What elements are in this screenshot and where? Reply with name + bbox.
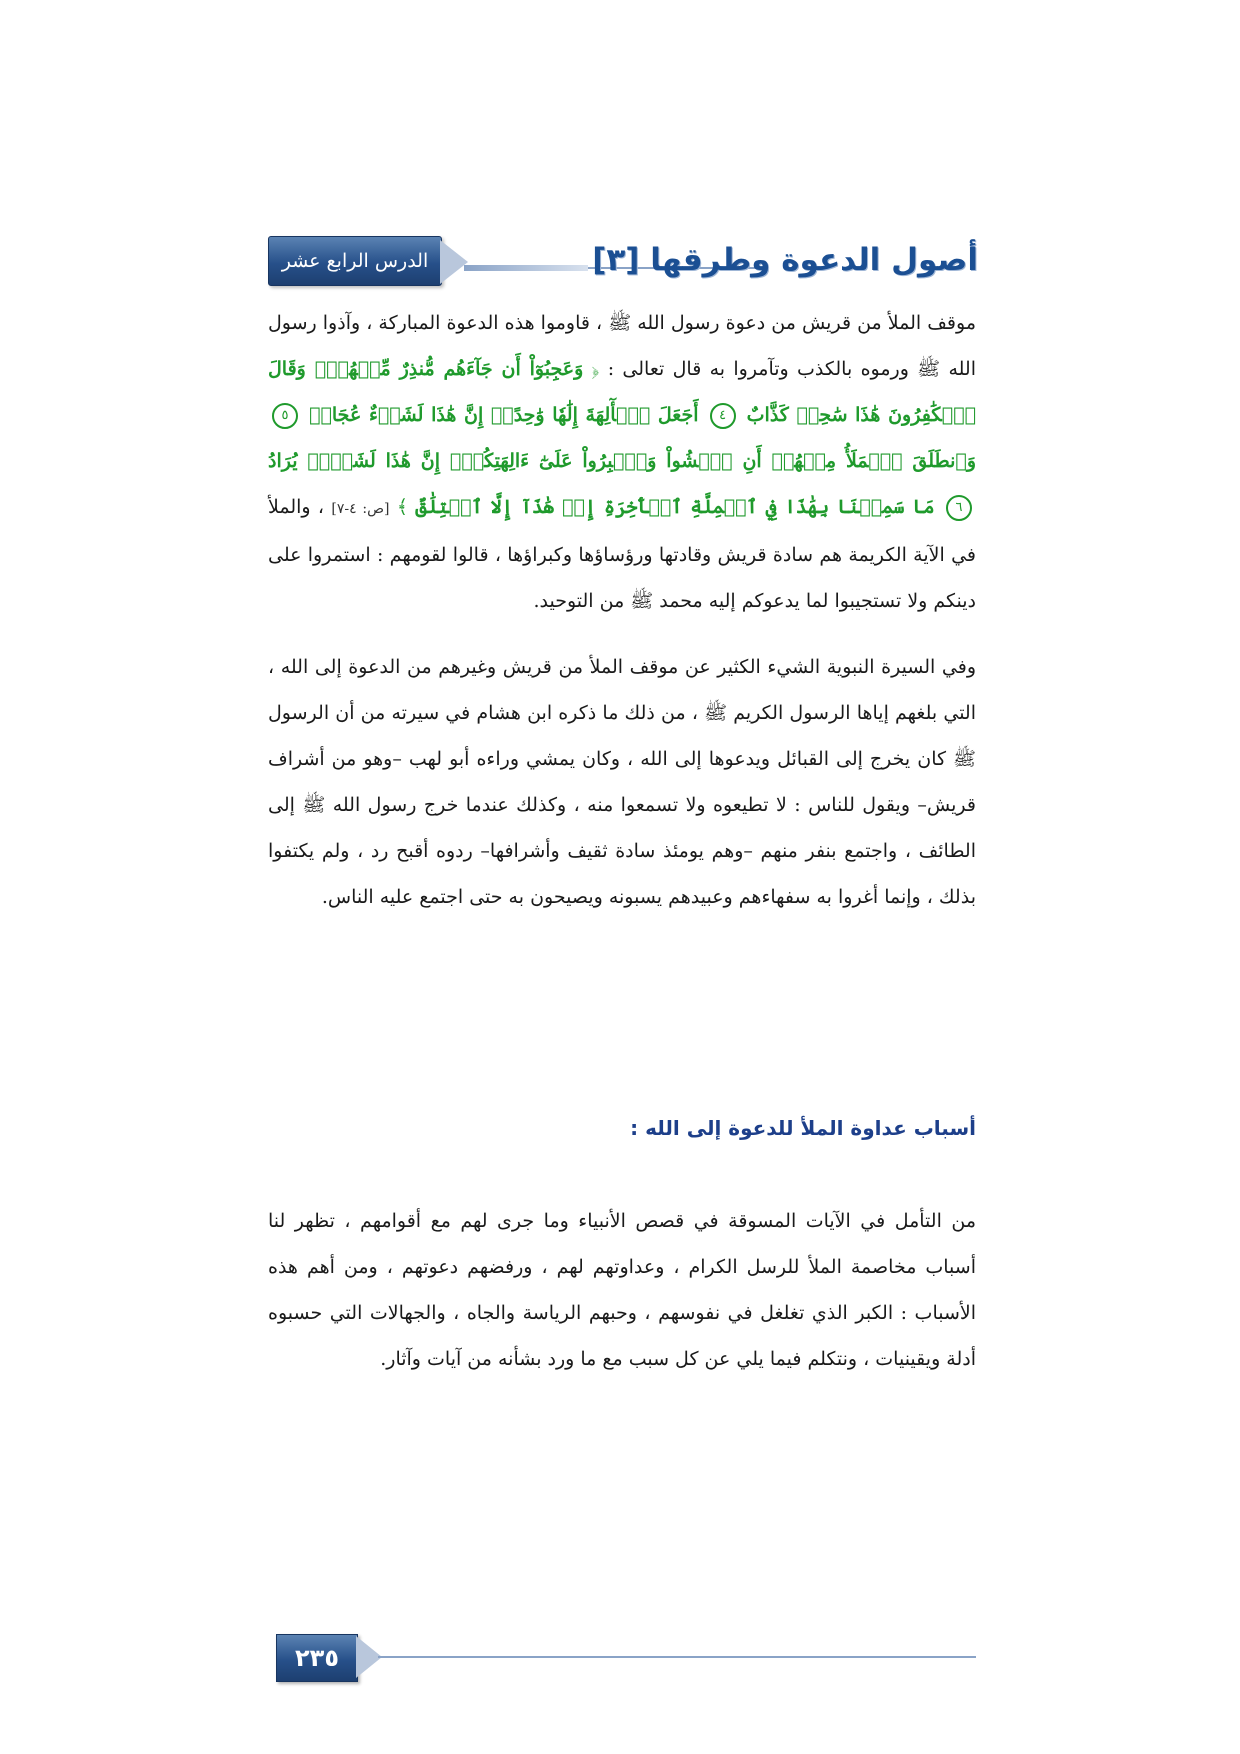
quran-verse-part-1: وَعَجِبُوٓاْ أَن جَآءَهُم مُّنذِرٌ مِّنۡهُمۡۖ وَقَالَ ٱلۡكَٰفِرُونَ هَٰذَا سَٰحِرٞ كَذَّابٌ: [268, 358, 977, 426]
ayah-number-5: ٥: [272, 403, 298, 429]
paragraph-1-lead: موقف الملأ من قريش من دعوة رسول الله ﷺ ، قاوموا هذه الدعوة المباركة ، وآذوا رسول الله ﷺ ورموه بالكذب وتآمروا به قال تعالى :: [268, 312, 976, 380]
verse-close-bracket: ﴾: [396, 496, 408, 518]
page-number-box: [276, 1634, 358, 1682]
book-title: أصول الدعوة وطرقها [٣]: [592, 242, 978, 278]
quran-verse-part-3: وَٱنطَلَقَ ٱلۡمَلَأُ مِنۡهُمۡ أَنِ ٱمۡشُواْ وَٱصۡبِرُواْ عَلَىٰٓ ءَالِهَتِكُمۡۖ إِنَّ هَٰذَا لَشَيۡءٞ يُرَادُ: [268, 450, 976, 472]
page-header: [268, 228, 978, 292]
paragraph-1-tail: ، والملأ في الآية الكريمة هم سادة قريش وقادتها ورؤساؤها وكبراؤها ، قالوا لقومهم : استمروا على دينكم ولا تستجيبوا لما يدعوكم إليه محمد ﷺ من التوحيد.: [268, 496, 976, 612]
page-number: ٢٣٥: [295, 1644, 339, 1672]
section-content: [268, 1198, 976, 1382]
section-heading: أسباب عداوة الملأ للدعوة إلى الله :: [630, 1116, 976, 1140]
lesson-label: الدرس الرابع عشر: [281, 250, 429, 272]
main-content: [268, 300, 976, 920]
verse-reference: [ص: ٤-٧]: [331, 501, 390, 517]
paragraph-3: من التأمل في الآيات المسوقة في قصص الأنبياء وما جرى لهم مع أقوامهم ، تظهر لنا أسباب مخاصمة الملأ للرسل الكرام ، وعداوتهم لهم ، ورفضهم دعوتهم ، ومن أهم هذه الأسباب : الكبر الذي تغلغل في نفوسهم ، وحبهم الرياسة والجاه ، والجهالات التي حسبوه أدلة ويقينيات ، ونتكلم فيما يلي عن كل سبب مع ما ورد بشأنه من آيات وآثار.: [268, 1210, 976, 1370]
lesson-tab-decoration: [440, 240, 468, 284]
quran-verse-part-4: مَا سَمِعۡنَا بِهَٰذَا فِي ٱلۡمِلَّةِ ٱلۡأٓخِرَةِ إِنۡ هَٰذَآ إِلَّا ٱخۡتِلَٰقٌ: [415, 496, 935, 518]
verse-open-bracket: ﴿: [591, 358, 600, 380]
lesson-label-box: [268, 236, 442, 286]
paragraph-2: وفي السيرة النبوية الشيء الكثير عن موقف الملأ من قريش وغيرهم من الدعوة إلى الله ، التي بلغهم إياها الرسول الكريم ﷺ ، من ذلك ما ذكره ابن هشام في سيرته من أن الرسول ﷺ كان يخرج إلى القبائل ويدعوها إلى الله ، وكان يمشي وراءه أبو لهب –وهو من أشراف قريش– ويقول للناس : لا تطيعوه ولا تسمعوا منه ، وكذلك عندما خرج رسول الله ﷺ إلى الطائف ، واجتمع بنفر منهم –وهم يومئذ سادة ثقيف وأشرافها– ردوه أقبح رد ، ولم يكتفوا بذلك ، وإنما أغروا به سفهاءهم وعبيدهم يسبونه ويصيحون به حتى اجتمع عليه الناس.: [268, 656, 976, 908]
ayah-number-4: ٤: [710, 403, 736, 429]
ayah-number-6: ٦: [946, 495, 972, 521]
paragraph-1: [268, 300, 976, 624]
quran-verse-part-2: أَجَعَلَ ٱلۡأٓلِهَةَ إِلَٰهٗا وَٰحِدًاۖ إِنَّ هَٰذَا لَشَيۡءٌ عُجَابٞ: [309, 404, 699, 426]
footer-rule: [378, 1656, 976, 1658]
header-rule-gradient: [464, 265, 588, 271]
